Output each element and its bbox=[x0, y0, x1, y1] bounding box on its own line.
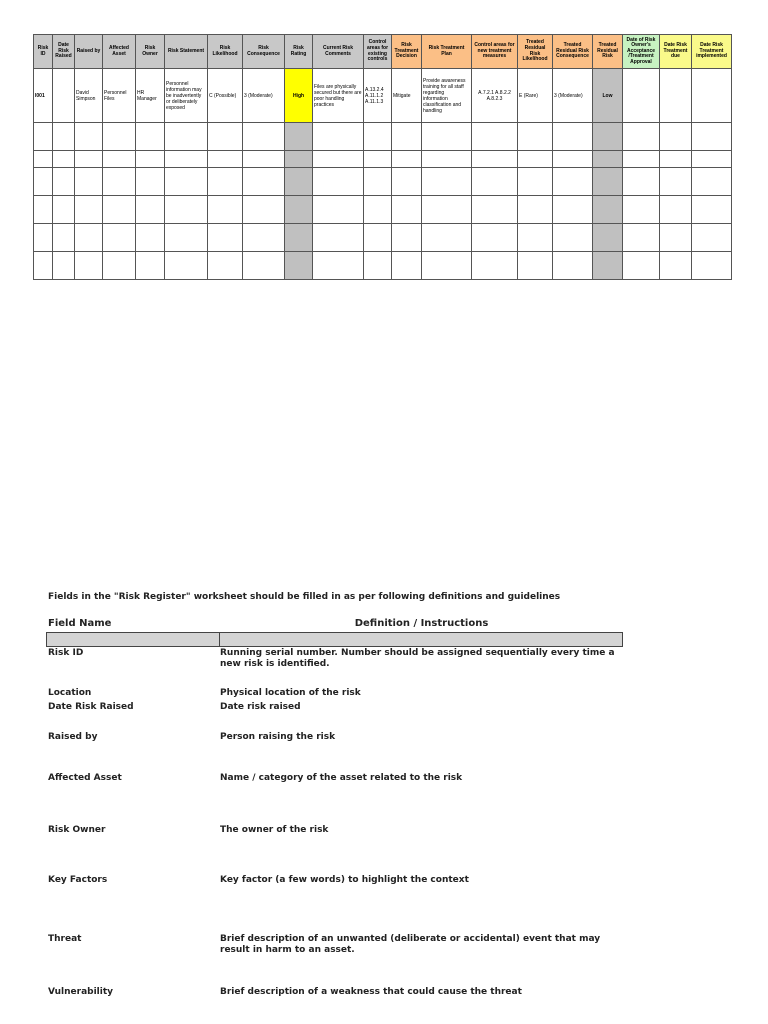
table-cell[interactable] bbox=[285, 168, 313, 196]
field-threat: Threat bbox=[48, 934, 82, 944]
table-cell[interactable] bbox=[243, 151, 285, 168]
header-treatment-due: Date Risk Treatment due bbox=[660, 35, 692, 69]
header-new-controls: Control areas for new treatment measures bbox=[472, 35, 518, 69]
table-cell[interactable] bbox=[593, 123, 623, 151]
table-cell[interactable] bbox=[692, 168, 732, 196]
header-date-risk-raised: Date Risk Raised bbox=[53, 35, 75, 69]
table-cell[interactable] bbox=[103, 168, 136, 196]
table-cell[interactable] bbox=[53, 224, 75, 252]
header-risk-likelihood: Risk Likelihood bbox=[208, 35, 243, 69]
table-cell[interactable] bbox=[364, 123, 392, 151]
table-cell[interactable] bbox=[518, 224, 553, 252]
table-cell[interactable] bbox=[518, 151, 553, 168]
cell-risk-owner[interactable]: HR Manager bbox=[136, 69, 165, 123]
table-cell[interactable] bbox=[313, 196, 364, 224]
table-cell[interactable] bbox=[34, 168, 53, 196]
definition-key-factors: Key factor (a few words) to highlight the context bbox=[220, 875, 469, 885]
table-cell[interactable] bbox=[692, 151, 732, 168]
table-cell[interactable] bbox=[53, 151, 75, 168]
table-cell[interactable] bbox=[165, 224, 208, 252]
table-cell[interactable] bbox=[34, 196, 53, 224]
table-cell[interactable] bbox=[623, 151, 660, 168]
table-cell[interactable] bbox=[313, 151, 364, 168]
cell-risk-statement[interactable]: Personnel information may be inadvertently or deliberately exposed bbox=[165, 69, 208, 123]
table-cell[interactable] bbox=[364, 196, 392, 224]
table-cell[interactable] bbox=[593, 196, 623, 224]
cell-treatment-plan[interactable]: Provide awareness training for all staff regarding information classification and handling bbox=[422, 69, 472, 123]
table-cell[interactable] bbox=[472, 123, 518, 151]
table-cell[interactable] bbox=[53, 123, 75, 151]
header-risk-consequence: Risk Consequence bbox=[243, 35, 285, 69]
header-acceptance-date: Date of Risk Owner's Acceptance /Treatment Approval bbox=[623, 35, 660, 69]
table-cell[interactable] bbox=[75, 123, 103, 151]
table-cell[interactable] bbox=[313, 252, 364, 280]
table-cell[interactable] bbox=[103, 196, 136, 224]
cell-treatment-due[interactable] bbox=[660, 69, 692, 123]
table-cell[interactable] bbox=[34, 123, 53, 151]
table-cell[interactable] bbox=[553, 151, 593, 168]
risk-register-table bbox=[33, 34, 732, 280]
definition-bar bbox=[219, 632, 623, 647]
table-row bbox=[34, 252, 732, 280]
table-row bbox=[34, 224, 732, 252]
table-cell[interactable] bbox=[285, 196, 313, 224]
table-cell[interactable] bbox=[364, 224, 392, 252]
table-cell[interactable] bbox=[660, 252, 692, 280]
table-cell[interactable] bbox=[623, 224, 660, 252]
header-existing-controls: Control areas for existing controls bbox=[364, 35, 392, 69]
table-cell[interactable] bbox=[136, 252, 165, 280]
cell-comments[interactable]: Files are physically secured but there are poor handling practices bbox=[313, 69, 364, 123]
table-cell[interactable] bbox=[313, 168, 364, 196]
definitions-note: Fields in the "Risk Register" worksheet should be filled in as per following definitions and guidelines bbox=[48, 592, 561, 602]
table-cell[interactable] bbox=[243, 252, 285, 280]
table-cell[interactable] bbox=[285, 123, 313, 151]
definition-location: Physical location of the risk bbox=[220, 688, 361, 698]
table-row bbox=[34, 123, 732, 151]
field-vulnerability: Vulnerability bbox=[48, 987, 114, 997]
table-cell[interactable] bbox=[53, 252, 75, 280]
table-cell[interactable] bbox=[623, 196, 660, 224]
table-cell[interactable] bbox=[660, 196, 692, 224]
header-residual-risk: Treated Residual Risk bbox=[593, 35, 623, 69]
empty-rows bbox=[34, 123, 732, 280]
table-cell[interactable] bbox=[472, 224, 518, 252]
table-cell[interactable] bbox=[660, 123, 692, 151]
table-cell[interactable] bbox=[660, 224, 692, 252]
cell-risk-rating[interactable]: High bbox=[285, 69, 313, 123]
field-date-risk-raised: Date Risk Raised bbox=[48, 702, 134, 712]
definition-heading: Definition / Instructions bbox=[354, 618, 489, 629]
cell-date-raised[interactable] bbox=[53, 69, 75, 123]
table-cell[interactable] bbox=[285, 224, 313, 252]
table-cell[interactable] bbox=[422, 168, 472, 196]
table-cell[interactable] bbox=[243, 168, 285, 196]
table-cell[interactable] bbox=[593, 168, 623, 196]
table-cell[interactable] bbox=[472, 168, 518, 196]
table-cell[interactable] bbox=[593, 224, 623, 252]
table-cell[interactable] bbox=[53, 168, 75, 196]
field-affected-asset: Affected Asset bbox=[48, 773, 122, 783]
cell-residual-consequence[interactable]: 3 (Moderate) bbox=[553, 69, 593, 123]
table-cell[interactable] bbox=[660, 168, 692, 196]
header-treatment-plan: Risk Treatment Plan bbox=[422, 35, 472, 69]
table-cell[interactable] bbox=[208, 151, 243, 168]
table-cell[interactable] bbox=[553, 168, 593, 196]
table-cell[interactable] bbox=[136, 168, 165, 196]
header-residual-consequence: Treated Residual Risk Consequence bbox=[553, 35, 593, 69]
table-cell[interactable] bbox=[623, 168, 660, 196]
field-name-heading: Field Name bbox=[48, 618, 112, 629]
table-cell[interactable] bbox=[136, 151, 165, 168]
cell-acceptance-date[interactable] bbox=[623, 69, 660, 123]
table-cell[interactable] bbox=[75, 224, 103, 252]
table-cell[interactable] bbox=[165, 151, 208, 168]
definition-affected-asset: Name / category of the asset related to the risk bbox=[220, 773, 463, 783]
table-cell[interactable] bbox=[285, 252, 313, 280]
definition-risk-id: Running serial number. Number should be assigned sequentially every time a new risk is identified. bbox=[220, 648, 615, 669]
field-location: Location bbox=[48, 688, 92, 698]
table-cell[interactable] bbox=[518, 123, 553, 151]
table-cell[interactable] bbox=[136, 123, 165, 151]
field-raised-by: Raised by bbox=[48, 732, 98, 742]
table-cell[interactable] bbox=[165, 196, 208, 224]
table-cell[interactable] bbox=[53, 196, 75, 224]
register-header-row bbox=[34, 35, 732, 69]
cell-raised-by[interactable]: David Simpson bbox=[75, 69, 103, 123]
table-cell[interactable] bbox=[692, 252, 732, 280]
table-cell[interactable] bbox=[518, 252, 553, 280]
table-cell[interactable] bbox=[392, 252, 422, 280]
header-treatment-decision: Risk Treatment Decision bbox=[392, 35, 422, 69]
table-cell[interactable] bbox=[136, 224, 165, 252]
cell-affected-asset[interactable]: Personnel Files bbox=[103, 69, 136, 123]
field-key-factors: Key Factors bbox=[48, 875, 108, 885]
table-cell[interactable] bbox=[75, 151, 103, 168]
table-cell[interactable] bbox=[243, 123, 285, 151]
header-risk-rating: Risk Rating bbox=[285, 35, 313, 69]
table-cell[interactable] bbox=[75, 252, 103, 280]
table-cell[interactable] bbox=[313, 224, 364, 252]
definition-threat: Brief description of an unwanted (deliberate or accidental) event that may result in harm to an asset. bbox=[220, 934, 601, 955]
header-treatment-implemented: Date Risk Treatment implemented bbox=[692, 35, 732, 69]
table-cell[interactable] bbox=[136, 196, 165, 224]
table-cell[interactable] bbox=[208, 224, 243, 252]
header-residual-likelihood: Treated Residual Risk Likelihood bbox=[518, 35, 553, 69]
field-risk-id: Risk ID bbox=[48, 648, 84, 658]
table-cell[interactable] bbox=[472, 196, 518, 224]
table-cell[interactable] bbox=[208, 123, 243, 151]
table-cell[interactable] bbox=[392, 151, 422, 168]
table-cell[interactable] bbox=[692, 224, 732, 252]
table-cell[interactable] bbox=[208, 168, 243, 196]
table-cell[interactable] bbox=[518, 168, 553, 196]
table-cell[interactable] bbox=[422, 224, 472, 252]
table-cell[interactable] bbox=[75, 168, 103, 196]
table-cell[interactable] bbox=[34, 224, 53, 252]
header-affected-asset: Affected Asset bbox=[103, 35, 136, 69]
header-risk-statement: Risk Statement bbox=[165, 35, 208, 69]
definition-risk-owner: The owner of the risk bbox=[220, 825, 329, 835]
header-risk-id: Risk ID bbox=[34, 35, 53, 69]
table-cell[interactable] bbox=[623, 252, 660, 280]
table-cell[interactable] bbox=[422, 196, 472, 224]
table-cell[interactable] bbox=[392, 196, 422, 224]
table-row bbox=[34, 69, 732, 123]
table-cell[interactable] bbox=[313, 123, 364, 151]
cell-existing-controls[interactable]: A.13.2.4 A.11.1.2 A.11.1.3 bbox=[364, 69, 392, 123]
table-cell[interactable] bbox=[422, 123, 472, 151]
table-cell[interactable] bbox=[243, 224, 285, 252]
table-cell[interactable] bbox=[518, 196, 553, 224]
cell-new-controls[interactable]: A.7.2.1 A.8.2.2 A.8.2.3 bbox=[472, 69, 518, 123]
table-cell[interactable] bbox=[392, 168, 422, 196]
field-name-bar bbox=[46, 632, 220, 647]
cell-treatment-decision[interactable]: Mitigate bbox=[392, 69, 422, 123]
cell-consequence[interactable]: 3 (Moderate) bbox=[243, 69, 285, 123]
table-cell[interactable] bbox=[660, 151, 692, 168]
table-cell[interactable] bbox=[553, 123, 593, 151]
table-cell[interactable] bbox=[392, 123, 422, 151]
table-cell[interactable] bbox=[208, 196, 243, 224]
table-cell[interactable] bbox=[103, 123, 136, 151]
table-cell[interactable] bbox=[392, 224, 422, 252]
table-cell[interactable] bbox=[75, 196, 103, 224]
header-current-risk-comments: Current Risk Comments bbox=[313, 35, 364, 69]
table-cell[interactable] bbox=[34, 151, 53, 168]
cell-residual-risk[interactable]: Low bbox=[593, 69, 623, 123]
table-cell[interactable] bbox=[692, 196, 732, 224]
table-cell[interactable] bbox=[103, 151, 136, 168]
table-cell[interactable] bbox=[623, 123, 660, 151]
definition-raised-by: Person raising the risk bbox=[220, 732, 336, 742]
table-cell[interactable] bbox=[472, 252, 518, 280]
definition-vulnerability: Brief description of a weakness that could cause the threat bbox=[220, 987, 522, 997]
table-cell[interactable] bbox=[165, 168, 208, 196]
table-cell[interactable] bbox=[593, 252, 623, 280]
table-cell[interactable] bbox=[593, 151, 623, 168]
cell-treatment-implemented[interactable] bbox=[692, 69, 732, 123]
cell-risk-id[interactable]: I001 bbox=[34, 69, 53, 123]
table-cell[interactable] bbox=[208, 252, 243, 280]
table-cell[interactable] bbox=[553, 196, 593, 224]
header-risk-owner: Risk Owner bbox=[136, 35, 165, 69]
table-cell[interactable] bbox=[422, 151, 472, 168]
table-cell[interactable] bbox=[165, 123, 208, 151]
table-cell[interactable] bbox=[103, 224, 136, 252]
field-risk-owner: Risk Owner bbox=[48, 825, 106, 835]
cell-residual-likelihood[interactable]: E (Rare) bbox=[518, 69, 553, 123]
table-cell[interactable] bbox=[364, 168, 392, 196]
table-cell[interactable] bbox=[472, 151, 518, 168]
table-cell[interactable] bbox=[243, 196, 285, 224]
table-cell[interactable] bbox=[553, 224, 593, 252]
table-row bbox=[34, 168, 732, 196]
table-cell[interactable] bbox=[364, 151, 392, 168]
definition-date-risk-raised: Date risk raised bbox=[220, 702, 301, 712]
table-cell[interactable] bbox=[553, 252, 593, 280]
table-cell[interactable] bbox=[364, 252, 392, 280]
table-cell[interactable] bbox=[285, 151, 313, 168]
table-cell[interactable] bbox=[422, 252, 472, 280]
table-cell[interactable] bbox=[165, 252, 208, 280]
header-raised-by: Raised by bbox=[75, 35, 103, 69]
table-cell[interactable] bbox=[34, 252, 53, 280]
cell-likelihood[interactable]: C (Possible) bbox=[208, 69, 243, 123]
table-row bbox=[34, 151, 732, 168]
table-cell[interactable] bbox=[692, 123, 732, 151]
table-row bbox=[34, 196, 732, 224]
table-cell[interactable] bbox=[103, 252, 136, 280]
